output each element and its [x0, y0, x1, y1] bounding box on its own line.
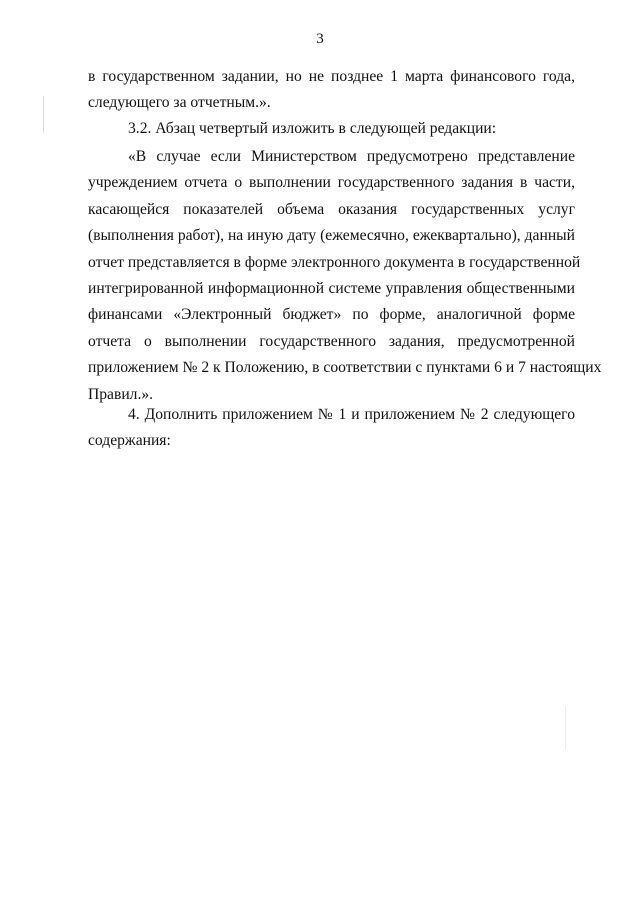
text-line: «В случае если Министерством предусмотрено представление [128, 148, 575, 165]
scan-mark [43, 96, 44, 132]
text-line: финансами «Электронный бюджет» по форме, аналогичной форме [88, 306, 575, 324]
paragraph-amendment-heading [88, 116, 575, 142]
text-line: Правил.». [88, 385, 154, 403]
paragraph-continuation [88, 64, 575, 117]
text-line: учреждением отчета о выполнении государственного задания в части, [88, 174, 575, 192]
text-line: 4. Дополнить приложением № 1 и приложением № 2 следующего [128, 406, 575, 423]
text-line: интегрированной информационной системе управления общественными [88, 279, 575, 297]
page-number: 3 [316, 31, 324, 47]
text-line: 3.2. Абзац четвертый изложить в следующей редакции: [128, 120, 497, 137]
text-line: следующего за отчетным.». [88, 94, 271, 112]
text-line: отчет представляется в форме электронного документа в государственной [88, 253, 581, 271]
text-line: в государственном задании, но не позднее 1 марта финансового года, [88, 68, 575, 85]
text-line: содержания: [88, 432, 171, 450]
text-line: касающейся показателей объема оказания государственных услуг [88, 200, 575, 218]
scan-mark [565, 706, 566, 750]
text-line: приложением № 2 к Положению, в соответствии с пунктами 6 и 7 настоящих [88, 359, 602, 377]
text-line: отчета о выполнении государственного задания, предусмотренной [88, 332, 575, 350]
paragraph-quoted-text [88, 144, 602, 408]
text-line: (выполнения работ), на иную дату (ежемесячно, ежеквартально), данный [88, 227, 575, 245]
paragraph-addition [88, 402, 575, 455]
